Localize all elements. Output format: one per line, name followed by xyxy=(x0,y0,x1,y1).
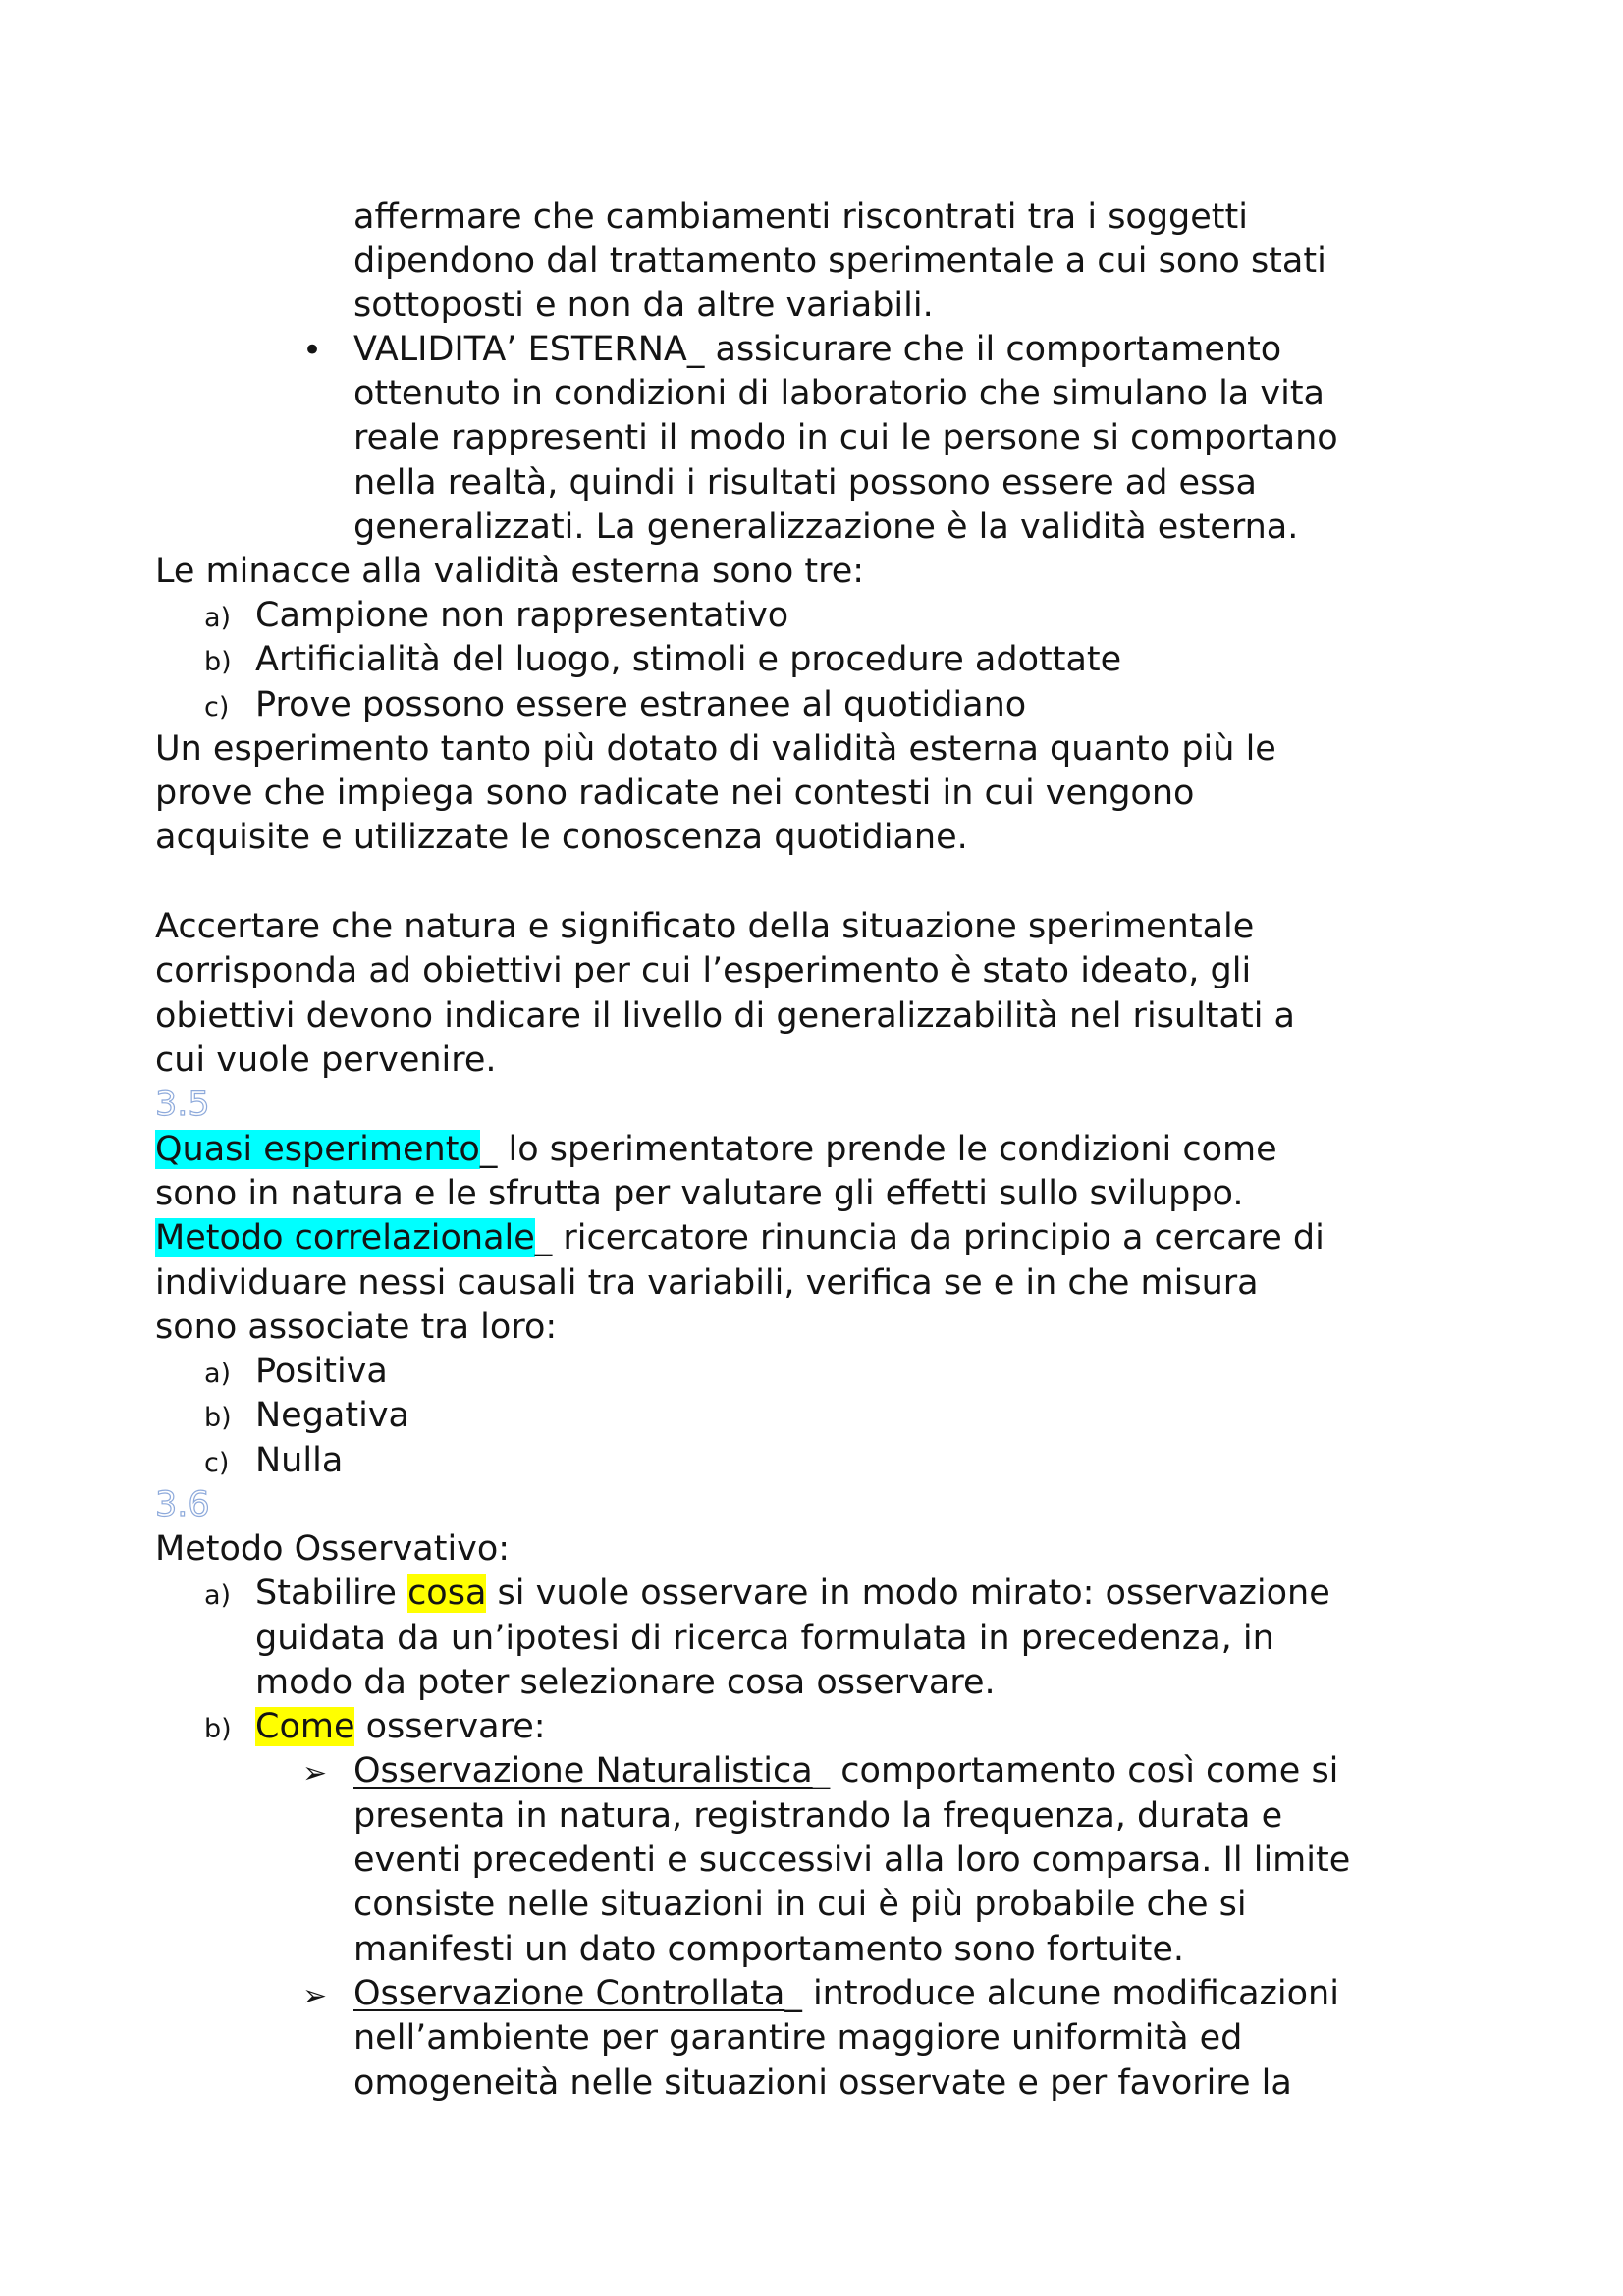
text-line: nell’ambiente per garantire maggiore uniformità ed xyxy=(353,2018,1243,2057)
text-line: individuare nessi causali tra variabili, verifica se e in che misura xyxy=(155,1263,1259,1303)
text-line: guidata da un’ipotesi di ricerca formulata in precedenza, in xyxy=(255,1619,1274,1658)
text-span: _ comportamento così come si xyxy=(812,1751,1339,1790)
section-heading: 3.6 xyxy=(155,1485,210,1524)
text-line: corrisponda ad obiettivi per cui l’esperimento è stato ideato, gli xyxy=(155,951,1252,990)
text-line: modo da poter selezionare cosa osservare. xyxy=(255,1663,996,1702)
text-line: reale rappresenti il modo in cui le persone si comportano xyxy=(353,418,1338,457)
highlighted-term: Quasi esperimento xyxy=(155,1130,480,1169)
text-line: Le minacce alla validità esterna sono tre: xyxy=(155,552,865,591)
underlined-term: Osservazione Controllata xyxy=(353,1974,785,2013)
list-marker: c) xyxy=(204,692,230,722)
text-line: sottoposti e non da altre variabili. xyxy=(353,286,934,325)
text-line: generalizzati. La generalizzazione è la validità esterna. xyxy=(353,507,1299,547)
list-item: Negativa xyxy=(255,1396,409,1435)
underlined-term: Osservazione Naturalistica xyxy=(353,1751,813,1790)
text-line: Un esperimento tanto più dotato di validità esterna quanto più le xyxy=(155,729,1276,769)
list-item: Prove possono essere estranee al quotidiano xyxy=(255,685,1027,724)
text-line: sono associate tra loro: xyxy=(155,1308,558,1347)
text-span: osservare: xyxy=(354,1707,546,1746)
list-marker: a) xyxy=(204,603,232,633)
text-span: _ lo sperimentatore prende le condizioni come xyxy=(479,1130,1277,1169)
list-item xyxy=(255,1705,546,1749)
text-line: manifesti un dato comportamento sono fortuite. xyxy=(353,1930,1185,1969)
list-item: Nulla xyxy=(255,1441,344,1480)
highlighted-term: cosa xyxy=(407,1574,487,1613)
text-line: cui vuole pervenire. xyxy=(155,1041,497,1080)
list-marker: a) xyxy=(204,1580,232,1611)
list-marker: c) xyxy=(204,1448,230,1478)
arrow-bullet-icon: ➢ xyxy=(302,1756,328,1790)
text-line: sono in natura e le sfrutta per valutare gli effetti sullo sviluppo. xyxy=(155,1174,1244,1213)
text-line: obiettivi devono indicare il livello di generalizzabilità nel risultati a xyxy=(155,996,1295,1036)
text-span: _ ricercatore rinuncia da principio a cercare di xyxy=(534,1218,1325,1257)
list-marker: a) xyxy=(204,1359,232,1389)
text-line: omogeneità nelle situazioni osservate e per favorire la xyxy=(353,2063,1292,2103)
list-marker: b) xyxy=(204,647,232,677)
highlighted-term: Come xyxy=(255,1707,355,1746)
section-heading: 3.5 xyxy=(155,1085,210,1124)
text-line: prove che impiega sono radicate nei contesti in cui vengono xyxy=(155,774,1195,813)
text-line xyxy=(353,1749,1338,1793)
text-line: Accertare che natura e significato della situazione sperimentale xyxy=(155,907,1255,946)
text-line: consiste nelle situazioni in cui è più probabile che si xyxy=(353,1885,1247,1924)
text-span: Stabilire xyxy=(255,1574,408,1613)
list-item: Artificialità del luogo, stimoli e procedure adottate xyxy=(255,640,1122,679)
text-line xyxy=(155,1128,1277,1172)
arrow-bullet-icon: ➢ xyxy=(302,1979,328,2013)
list-item xyxy=(255,1572,1330,1616)
list-marker: b) xyxy=(204,1403,232,1433)
text-line: affermare che cambiamenti riscontrati tra i soggetti xyxy=(353,197,1248,237)
text-line: acquisite e utilizzate le conoscenza quotidiane. xyxy=(155,818,968,857)
list-item: Positiva xyxy=(255,1352,388,1391)
text-line: dipendono dal trattamento sperimentale a cui sono stati xyxy=(353,241,1326,281)
text-line: eventi precedenti e successivi alla loro comparsa. Il limite xyxy=(353,1841,1351,1880)
text-line: Metodo Osservativo: xyxy=(155,1529,511,1569)
text-span: si vuole osservare in modo mirato: osservazione xyxy=(486,1574,1330,1613)
text-line: presenta in natura, registrando la frequenza, durata e xyxy=(353,1796,1283,1836)
highlighted-term: Metodo correlazionale xyxy=(155,1218,535,1257)
bullet-icon: • xyxy=(302,331,323,370)
list-marker: b) xyxy=(204,1714,232,1744)
text-line: nella realtà, quindi i risultati possono essere ad essa xyxy=(353,463,1257,503)
text-line xyxy=(155,1216,1325,1260)
text-line: VALIDITA’ ESTERNA_ assicurare che il comportamento xyxy=(353,330,1282,369)
text-line xyxy=(353,1972,1339,2016)
list-item: Campione non rappresentativo xyxy=(255,596,789,635)
text-line: ottenuto in condizioni di laboratorio che simulano la vita xyxy=(353,374,1325,413)
text-span: _ introduce alcune modificazioni xyxy=(784,1974,1339,2013)
